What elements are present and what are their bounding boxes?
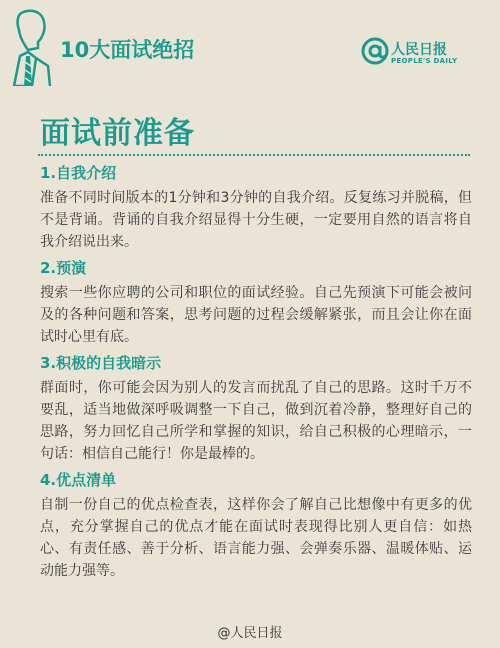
tip-body: 搜索一些你应聘的公司和职位的面试经验。自己先预演下可能会被问及的各种问题和答案，思考问题的过程会缓解紧张，而且会让你在面试时心里有底。: [40, 285, 472, 345]
tip-heading: 3.积极的自我暗示: [40, 354, 162, 372]
header: [0, 0, 500, 90]
tip-section: [40, 257, 472, 348]
person-silhouette-icon: [6, 8, 52, 86]
tip-body: 自制一份自己的优点检查表，这样你会了解自己比想像中有更多的优点，充分掌握自己的优点才能在面试时表现得比别人更自信：如热心、有责任感、善于分析、语言能力强、会弹奏乐器、温暖体贴、运动能力强等。: [40, 497, 472, 579]
at-sign-icon: [360, 36, 390, 66]
page-title: 面试前准备: [40, 116, 195, 151]
watermark: @人民日报: [217, 626, 283, 641]
tip-section: [40, 469, 472, 582]
tip-section: [40, 352, 472, 465]
logo-name-en: PEOPLE'S DAILY: [391, 57, 458, 65]
tip-body: 群面时，你可能会因为别人的发言而扰乱了自己的思路。这时千万不要乱，适当地做深呼吸调整一下自己，做到沉着冷静，整理好自己的思路，努力回忆自己所学和掌握的知识，给自己积极的心理暗示，一句话：相信自己能行！你是最棒的。: [40, 380, 472, 462]
tips-list: [40, 158, 472, 582]
tip-heading: 1.自我介绍: [40, 164, 117, 182]
people-daily-logo: [360, 36, 470, 72]
tip-body: 准备不同时间版本的1分钟和3分钟的自我介绍。反复练习并脱稿，但不是背诵。背诵的自我介绍显得十分生硬，一定要用自然的语言将自我介绍说出来。: [40, 190, 472, 250]
tip-heading: 2.预演: [40, 259, 87, 277]
dotted-divider: [38, 154, 470, 156]
tip-heading: 4.优点清单: [40, 471, 117, 489]
series-title: 10大面试绝招: [60, 38, 195, 62]
tip-section: [40, 162, 472, 253]
logo-name-cn: 人民日报: [391, 42, 447, 58]
